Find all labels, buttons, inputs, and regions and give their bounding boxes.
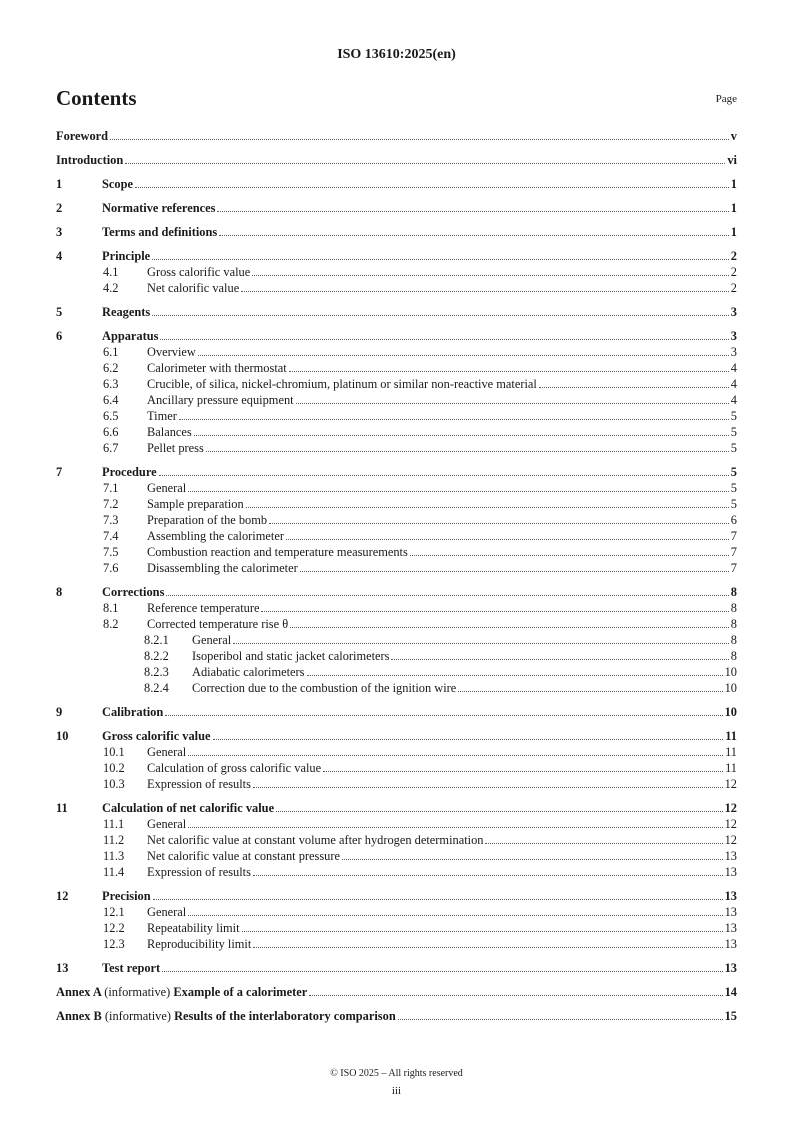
dot-leader: [188, 914, 722, 916]
toc-entry-title: General: [147, 745, 187, 759]
dot-leader: [152, 258, 729, 260]
toc-entry-title: Net calorific value at constant volume after hydrogen determination: [147, 833, 484, 847]
toc-entry[interactable]: [56, 528, 737, 544]
toc-entry-number: 11.3: [103, 849, 125, 863]
toc-entry[interactable]: [56, 776, 737, 792]
toc-entry-title: Disassembling the calorimeter: [147, 561, 298, 575]
toc-entry-page: vi: [727, 153, 737, 167]
annex-title: Results of the interlaboratory comparison: [174, 1009, 396, 1023]
toc-entry-page: 13: [724, 905, 737, 919]
toc-entry[interactable]: [56, 480, 737, 496]
dot-leader: [269, 522, 729, 524]
toc-entry[interactable]: [56, 152, 737, 168]
toc-entry-page: 2: [730, 281, 737, 295]
toc-entry[interactable]: [56, 424, 737, 440]
toc-entry-page: 1: [730, 201, 737, 215]
dot-leader: [391, 658, 728, 660]
dot-leader: [194, 434, 729, 436]
toc-entry[interactable]: [56, 704, 737, 720]
toc-entry-number: 10.1: [103, 745, 125, 759]
dot-leader: [153, 898, 723, 900]
toc-entry-number: 11.4: [103, 865, 125, 879]
toc-entry[interactable]: [56, 888, 737, 904]
toc-entry-title: Precision: [102, 889, 151, 903]
toc-entry-number: 10.2: [103, 761, 125, 775]
dot-leader: [159, 474, 729, 476]
dot-leader: [165, 714, 722, 716]
toc-entry-number: 12.2: [103, 921, 125, 935]
toc-entry[interactable]: [56, 1008, 737, 1024]
toc-entry-page: 12: [724, 817, 737, 831]
toc-entry-title: Gross calorific value: [102, 729, 211, 743]
toc-entry-page: 7: [730, 561, 737, 575]
toc-entry-number: 8.1: [103, 601, 119, 615]
toc-entry-page: 8: [730, 617, 737, 631]
toc-entry-title: Reagents: [102, 305, 151, 319]
toc-entry-title: General: [147, 481, 187, 495]
toc-entry[interactable]: [56, 248, 737, 264]
dot-leader: [110, 138, 729, 140]
toc-entry-title: Expression of results: [147, 865, 251, 879]
toc-entry[interactable]: [56, 304, 737, 320]
toc-entry-page: 13: [724, 921, 737, 935]
dot-leader: [219, 234, 729, 236]
dot-leader: [233, 642, 729, 644]
toc-entry-number: 3: [56, 225, 63, 239]
dot-leader: [398, 1018, 723, 1020]
dot-leader: [286, 538, 729, 540]
toc-entry-number: 7.4: [103, 529, 119, 543]
dot-leader: [289, 370, 729, 372]
toc-entry-number: 8: [56, 585, 63, 599]
toc-entry-title: Scope: [102, 177, 133, 191]
dot-leader: [410, 554, 729, 556]
dot-leader: [166, 594, 728, 596]
annex-informative-tag: (informative): [104, 1009, 171, 1023]
toc-entry-page: 1: [730, 225, 737, 239]
dot-leader: [253, 946, 722, 948]
dot-leader: [261, 610, 728, 612]
toc-entry[interactable]: [56, 664, 737, 680]
toc-entry[interactable]: [56, 920, 737, 936]
document-header: ISO 13610:2025(en): [337, 47, 456, 62]
dot-leader: [179, 418, 729, 420]
toc-entry-title: Net calorific value at constant pressure: [147, 849, 341, 863]
toc-entry-number: 2: [56, 201, 63, 215]
toc-entry-page: 12: [724, 777, 737, 791]
toc-entry[interactable]: [56, 128, 737, 144]
toc-entry[interactable]: [56, 224, 737, 240]
toc-entry-title: Calorimeter with thermostat: [147, 361, 287, 375]
toc-entry-title: Repeatability limit: [147, 921, 240, 935]
dot-leader: [323, 770, 723, 772]
toc-entry[interactable]: [56, 616, 737, 632]
toc-entry-title: [56, 984, 308, 1000]
dot-leader: [309, 994, 722, 996]
toc-entry[interactable]: [56, 584, 737, 600]
toc-entry[interactable]: [56, 864, 737, 880]
toc-entry-title: Procedure: [102, 465, 157, 479]
toc-entry-title: General: [192, 633, 232, 647]
copyright-footer: © ISO 2025 – All rights reserved: [330, 1068, 463, 1079]
toc-entry-page: 14: [724, 985, 737, 999]
dot-leader: [188, 826, 722, 828]
toc-entry[interactable]: [56, 344, 737, 360]
toc-entry-page: 13: [724, 937, 737, 951]
toc-entry-number: 4.2: [103, 281, 119, 295]
toc-entry-number: 7.6: [103, 561, 119, 575]
contents-title-row: [56, 86, 737, 112]
toc-entry[interactable]: [56, 936, 737, 952]
toc-entry-page: 4: [730, 393, 737, 407]
toc-entry[interactable]: [56, 200, 737, 216]
toc-entry-title: Sample preparation: [147, 497, 244, 511]
toc-entry-page: 12: [724, 833, 737, 847]
toc-entry[interactable]: [56, 760, 737, 776]
toc-entry-page: 5: [730, 497, 737, 511]
dot-leader: [290, 626, 729, 628]
toc-entry[interactable]: [56, 264, 737, 280]
toc-entry-page: 4: [730, 377, 737, 391]
toc-entry[interactable]: [56, 632, 737, 648]
toc-entry-page: 8: [730, 585, 737, 599]
toc-entry-title: Foreword: [56, 129, 109, 143]
annex-label: Annex A: [56, 985, 102, 999]
toc-entry-page: 13: [724, 865, 737, 879]
toc-entry-title: Calculation of gross calorific value: [147, 761, 322, 775]
toc-entry-title: Reference temperature: [147, 601, 260, 615]
toc-entry[interactable]: [56, 544, 737, 560]
toc-entry[interactable]: [56, 496, 737, 512]
toc-entry-title: Test report: [102, 961, 161, 975]
dot-leader: [296, 402, 729, 404]
toc-entry-page: 4: [730, 361, 737, 375]
toc-entry-number: 4: [56, 249, 63, 263]
toc-entry-page: 6: [730, 513, 737, 527]
toc-entry-number: 5: [56, 305, 63, 319]
toc-entry-number: 8.2.3: [144, 665, 169, 679]
toc-entry-number: 8.2: [103, 617, 119, 631]
toc-entry-page: 12: [724, 801, 737, 815]
toc-entry-number: 7: [56, 465, 63, 479]
toc-entry[interactable]: [56, 408, 737, 424]
page-column-label: Page: [715, 93, 737, 105]
toc-entry-title: Corrections: [102, 585, 165, 599]
page-title: Contents: [56, 86, 137, 110]
toc-entry-page: 13: [724, 889, 737, 903]
dot-leader: [242, 930, 723, 932]
toc-entry-number: 10.3: [103, 777, 125, 791]
toc-entry-title: Expression of results: [147, 777, 251, 791]
toc-entry-number: 12: [56, 889, 69, 903]
toc-entry-title: Overview: [147, 345, 196, 359]
dot-leader: [307, 674, 723, 676]
toc-entry[interactable]: [56, 960, 737, 976]
table-of-contents: [56, 128, 737, 1024]
toc-entry-title: General: [147, 905, 187, 919]
toc-entry-page: 5: [730, 465, 737, 479]
toc-entry-title: Gross calorific value: [147, 265, 251, 279]
toc-entry-title: Assembling the calorimeter: [147, 529, 284, 543]
toc-entry-number: 6.4: [103, 393, 119, 407]
toc-entry-title: Preparation of the bomb: [147, 513, 268, 527]
toc-entry-page: 2: [730, 265, 737, 279]
toc-entry-title: Apparatus: [102, 329, 159, 343]
toc-entry-title: Balances: [147, 425, 192, 439]
toc-entry-page: 3: [730, 345, 737, 359]
toc-entry-number: 6.6: [103, 425, 119, 439]
toc-entry-number: 7.2: [103, 497, 119, 511]
toc-entry[interactable]: [56, 440, 737, 456]
dot-leader: [125, 162, 725, 164]
toc-entry-title: [56, 1008, 397, 1024]
toc-entry-number: 6.3: [103, 377, 119, 391]
toc-entry-number: 11.1: [103, 817, 125, 831]
toc-entry-page: v: [730, 129, 737, 143]
toc-entry-number: 12.1: [103, 905, 125, 919]
toc-entry-number: 13: [56, 961, 69, 975]
dot-leader: [188, 754, 723, 756]
dot-leader: [160, 338, 728, 340]
annex-informative-tag: (informative): [104, 985, 171, 999]
toc-entry-number: 12.3: [103, 937, 125, 951]
toc-entry-title: Terms and definitions: [102, 225, 218, 239]
dot-leader: [342, 858, 723, 860]
toc-entry-page: 2: [730, 249, 737, 263]
dot-leader: [135, 186, 729, 188]
toc-entry[interactable]: [56, 680, 737, 696]
toc-entry-page: 11: [725, 761, 737, 775]
toc-entry-page: 10: [724, 665, 737, 679]
toc-entry[interactable]: [56, 816, 737, 832]
toc-entry-number: 9: [56, 705, 63, 719]
toc-entry-number: 6.2: [103, 361, 119, 375]
toc-entry-number: 8.2.4: [144, 681, 169, 695]
toc-entry-page: 11: [725, 745, 737, 759]
toc-entry-number: 6: [56, 329, 63, 343]
toc-entry-title: Adiabatic calorimeters: [192, 665, 305, 679]
dot-leader: [458, 690, 722, 692]
toc-entry-title: Principle: [102, 249, 151, 263]
dot-leader: [276, 810, 723, 812]
toc-entry[interactable]: [56, 360, 737, 376]
toc-entry[interactable]: [56, 392, 737, 408]
toc-entry[interactable]: [56, 648, 737, 664]
dot-leader: [217, 210, 728, 212]
toc-entry-page: 11: [725, 729, 737, 743]
toc-entry[interactable]: [56, 904, 737, 920]
toc-entry[interactable]: [56, 512, 737, 528]
toc-entry-number: 4.1: [103, 265, 119, 279]
toc-entry-number: 6.1: [103, 345, 119, 359]
toc-entry[interactable]: [56, 728, 737, 744]
toc-entry-title: Corrected temperature rise θ: [147, 617, 289, 631]
dot-leader: [198, 354, 729, 356]
dot-leader: [188, 490, 729, 492]
toc-entry-page: 1: [730, 177, 737, 191]
toc-entry-page: 8: [730, 633, 737, 647]
toc-entry-number: 7.5: [103, 545, 119, 559]
dot-leader: [241, 290, 729, 292]
toc-entry[interactable]: [56, 744, 737, 760]
toc-entry-title: Correction due to the combustion of the ignition wire: [192, 681, 457, 695]
toc-entry[interactable]: [56, 280, 737, 296]
annex-title: Example of a calorimeter: [173, 985, 308, 999]
toc-entry-title: Introduction: [56, 153, 124, 167]
toc-entry-page: 5: [730, 425, 737, 439]
toc-entry-number: 6.5: [103, 409, 119, 423]
toc-entry-title: Combustion reaction and temperature measurements: [147, 545, 408, 559]
dot-leader: [485, 842, 722, 844]
toc-entry-title: Crucible, of silica, nickel-chromium, platinum or similar non-reactive material: [147, 377, 537, 391]
toc-entry-title: Isoperibol and static jacket calorimeters: [192, 649, 390, 663]
dot-leader: [252, 274, 729, 276]
toc-entry[interactable]: [56, 376, 737, 392]
toc-entry-number: 1: [56, 177, 63, 191]
toc-entry-page: 10: [724, 681, 737, 695]
toc-entry-page: 13: [724, 849, 737, 863]
toc-entry-page: 7: [730, 545, 737, 559]
dot-leader: [300, 570, 729, 572]
toc-entry-number: 11.2: [103, 833, 125, 847]
page-number: iii: [391, 1085, 402, 1097]
toc-entry-page: 8: [730, 649, 737, 663]
toc-entry-title: Normative references: [102, 201, 216, 215]
toc-entry-number: 7.1: [103, 481, 119, 495]
toc-entry-number: 8.2.2: [144, 649, 169, 663]
toc-entry[interactable]: [56, 848, 737, 864]
dot-leader: [206, 450, 729, 452]
toc-entry-page: 13: [724, 961, 737, 975]
toc-entry-title: Ancillary pressure equipment: [147, 393, 294, 407]
toc-entry-number: 10: [56, 729, 69, 743]
toc-entry-number: 8.2.1: [144, 633, 169, 647]
toc-entry-title: General: [147, 817, 187, 831]
toc-entry[interactable]: [56, 328, 737, 344]
toc-entry-page: 7: [730, 529, 737, 543]
toc-entry[interactable]: [56, 560, 737, 576]
toc-entry-page: 5: [730, 441, 737, 455]
toc-entry-page: 3: [730, 305, 737, 319]
toc-entry-number: 6.7: [103, 441, 119, 455]
toc-entry[interactable]: [56, 832, 737, 848]
toc-entry-page: 3: [730, 329, 737, 343]
dot-leader: [162, 970, 722, 972]
toc-entry[interactable]: [56, 600, 737, 616]
dot-leader: [213, 738, 724, 740]
dot-leader: [539, 386, 729, 388]
toc-entry-title: Calibration: [102, 705, 164, 719]
toc-entry-title: Pellet press: [147, 441, 204, 455]
toc-entry-number: 7.3: [103, 513, 119, 527]
toc-entry[interactable]: [56, 176, 737, 192]
toc-entry-page: 5: [730, 409, 737, 423]
toc-entry-page: 15: [724, 1009, 737, 1023]
toc-entry-title: Calculation of net calorific value: [102, 801, 275, 815]
toc-entry[interactable]: [56, 464, 737, 480]
toc-entry[interactable]: [56, 984, 737, 1000]
dot-leader: [152, 314, 729, 316]
toc-entry-number: 11: [56, 801, 68, 815]
toc-entry-page: 5: [730, 481, 737, 495]
toc-entry-page: 10: [724, 705, 737, 719]
toc-entry-page: 8: [730, 601, 737, 615]
dot-leader: [246, 506, 729, 508]
dot-leader: [253, 874, 723, 876]
toc-entry[interactable]: [56, 800, 737, 816]
annex-label: Annex B: [56, 1009, 102, 1023]
dot-leader: [253, 786, 723, 788]
toc-entry-title: Net calorific value: [147, 281, 240, 295]
toc-entry-title: Timer: [147, 409, 177, 423]
toc-entry-title: Reproducibility limit: [147, 937, 252, 951]
